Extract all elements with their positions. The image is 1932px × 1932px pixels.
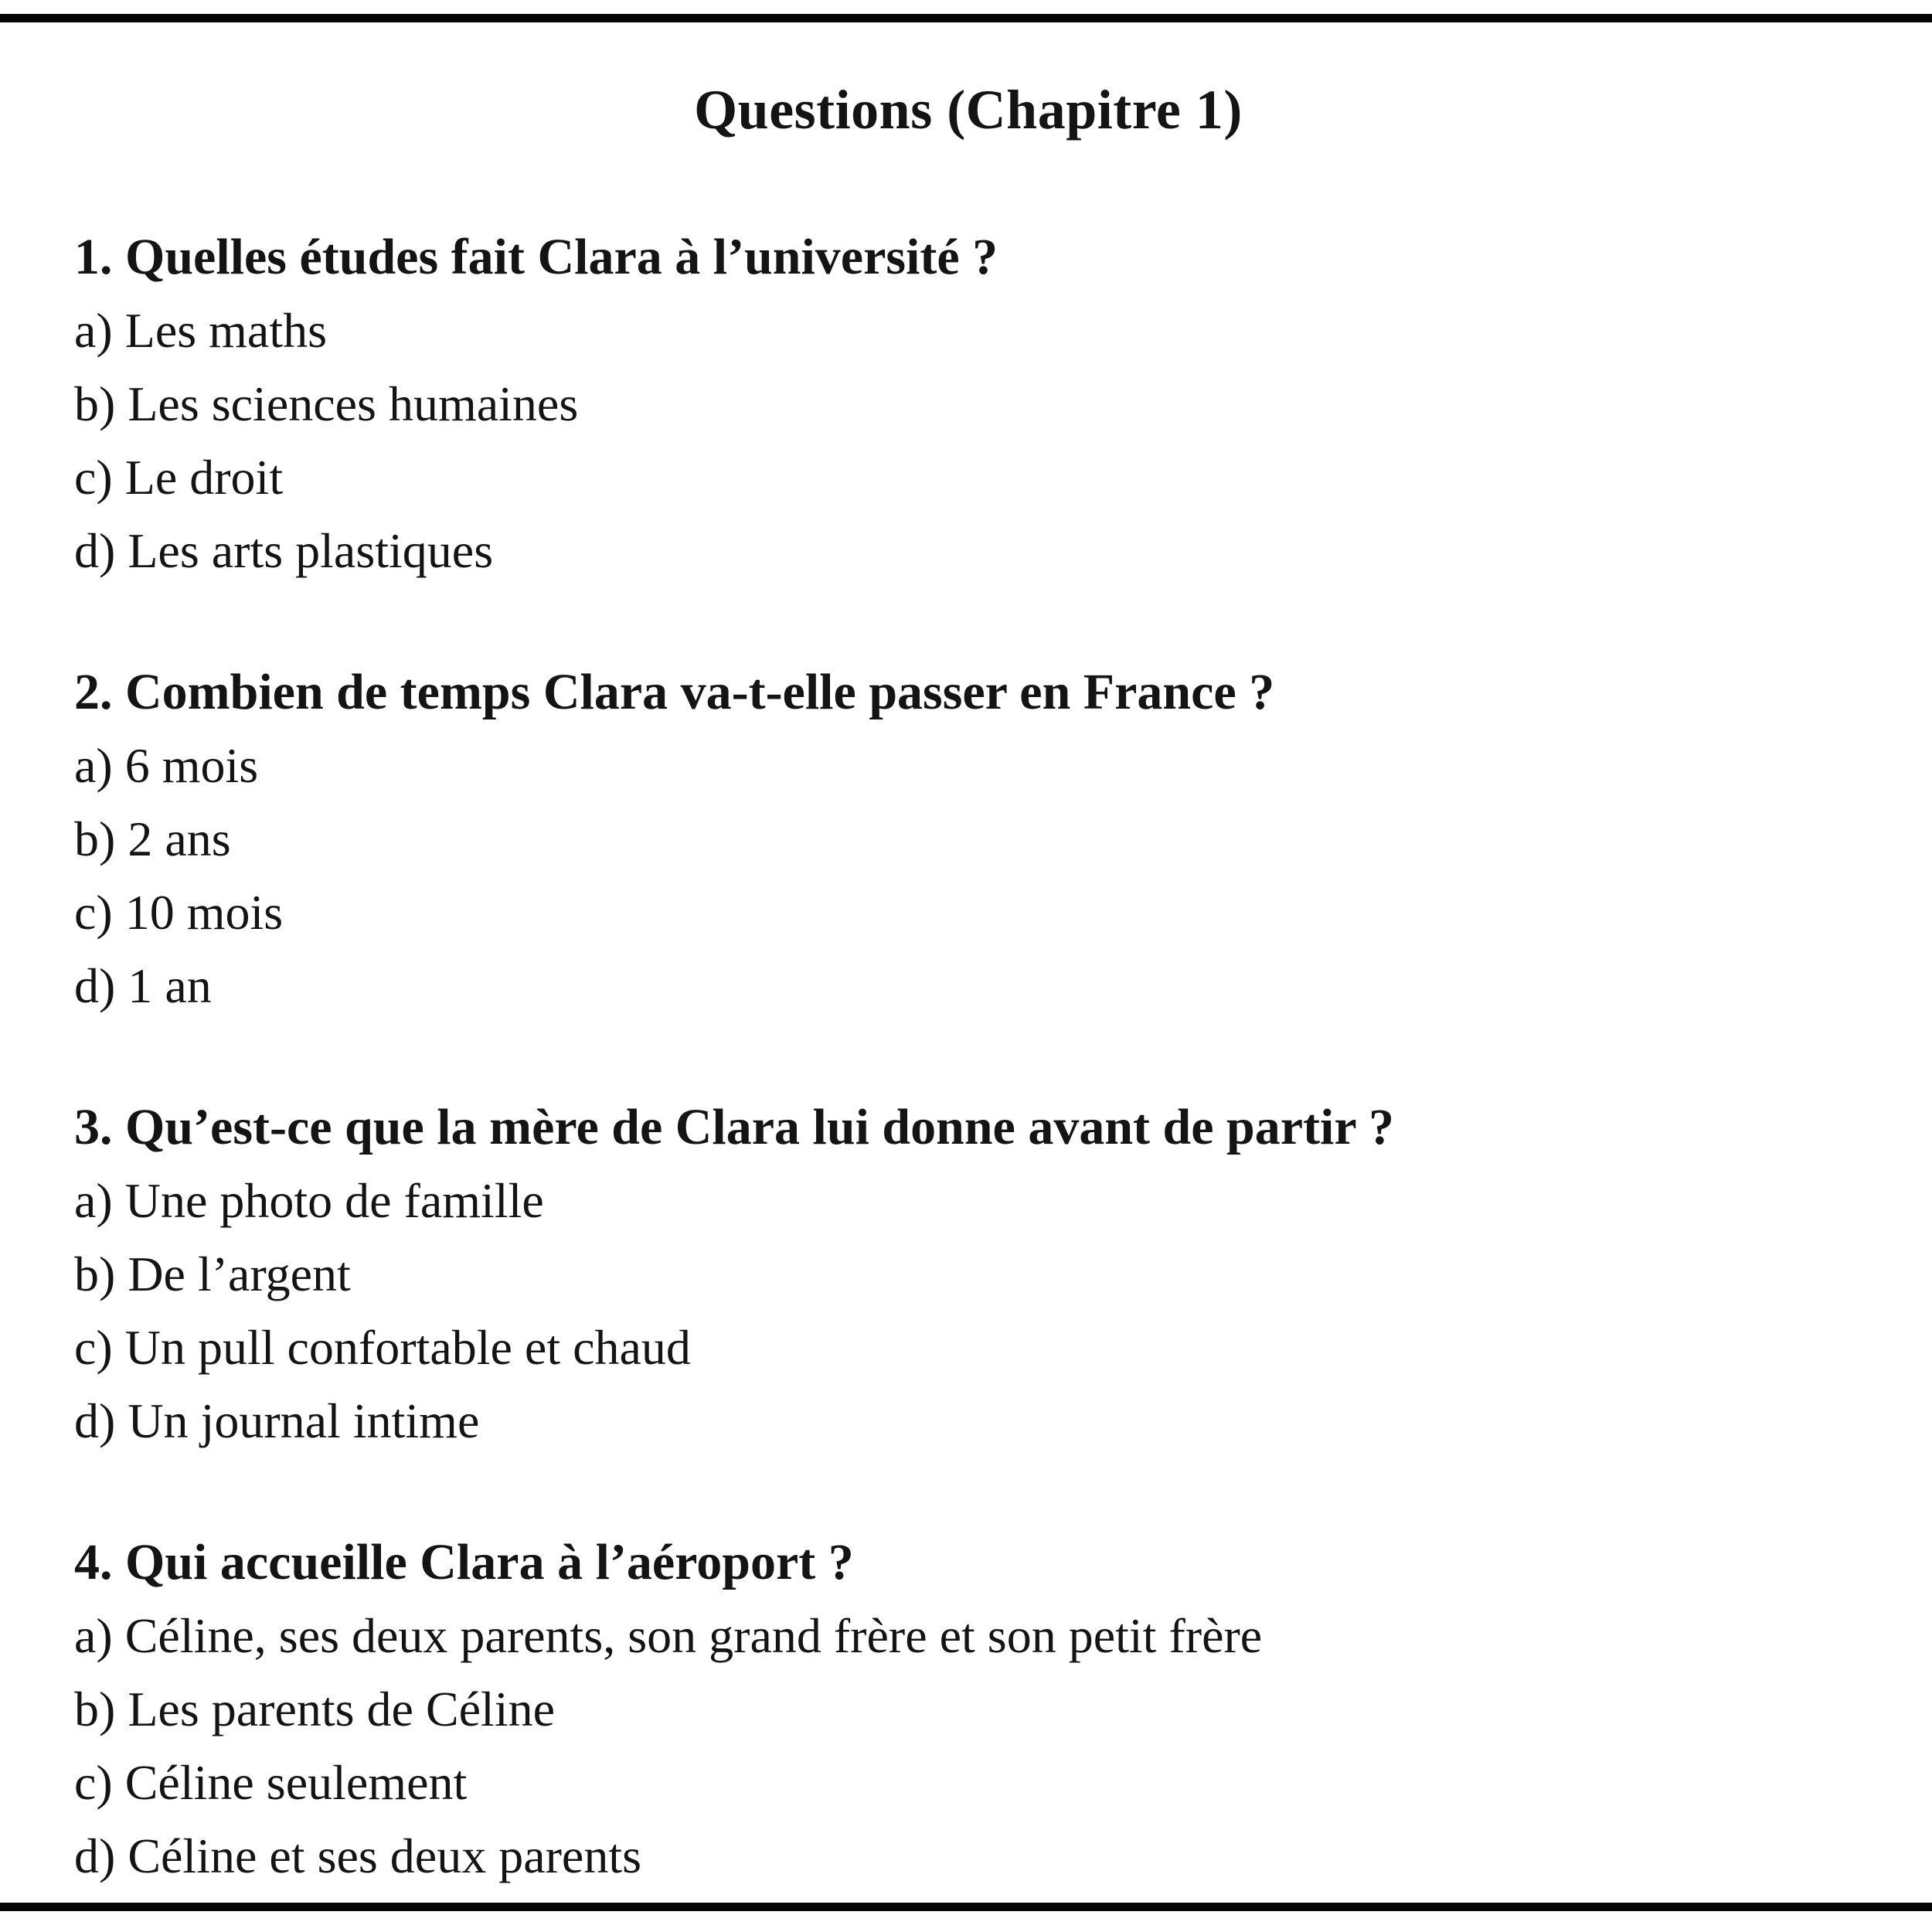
- option-c: c) Un pull confortable et chaud: [74, 1320, 691, 1375]
- page-content: [74, 73, 1862, 1932]
- option-a: a) Céline, ses deux parents, son grand frère et son petit frère: [74, 1608, 1263, 1663]
- option-d: d) Céline et ses deux parents: [74, 1828, 641, 1883]
- option-d: d) Les arts plastiques: [74, 523, 494, 578]
- question-heading: 3. Qu’est-ce que la mère de Clara lui donne avant de partir ?: [74, 1099, 1394, 1155]
- question-block-4: [74, 1526, 1862, 1893]
- question-block-1: [74, 220, 1862, 587]
- question-heading: 1. Quelles études fait Clara à l’université ?: [74, 229, 998, 285]
- bottom-border-rule: [0, 1903, 1932, 1911]
- option-a: a) 6 mois: [74, 738, 259, 793]
- option-c: c) 10 mois: [74, 885, 284, 940]
- question-heading: 2. Combien de temps Clara va-t-elle passer en France ?: [74, 664, 1275, 720]
- top-border-rule: [0, 14, 1932, 22]
- page-title: Questions (Chapitre 1): [694, 79, 1243, 141]
- option-b: b) 2 ans: [74, 811, 231, 866]
- option-c: c) Céline seulement: [74, 1755, 468, 1810]
- option-d: d) Un journal intime: [74, 1393, 480, 1448]
- question-block-2: [74, 655, 1862, 1022]
- option-b: b) Les sciences humaines: [74, 376, 579, 431]
- question-heading: 4. Qui accueille Clara à l’aéroport ?: [74, 1534, 854, 1590]
- option-d: d) 1 an: [74, 958, 212, 1013]
- option-b: b) De l’argent: [74, 1247, 351, 1301]
- option-a: a) Une photo de famille: [74, 1173, 544, 1228]
- option-b: b) Les parents de Céline: [74, 1682, 555, 1736]
- option-a: a) Les maths: [74, 303, 327, 358]
- question-block-3: [74, 1090, 1862, 1458]
- option-c: c) Le droit: [74, 450, 284, 505]
